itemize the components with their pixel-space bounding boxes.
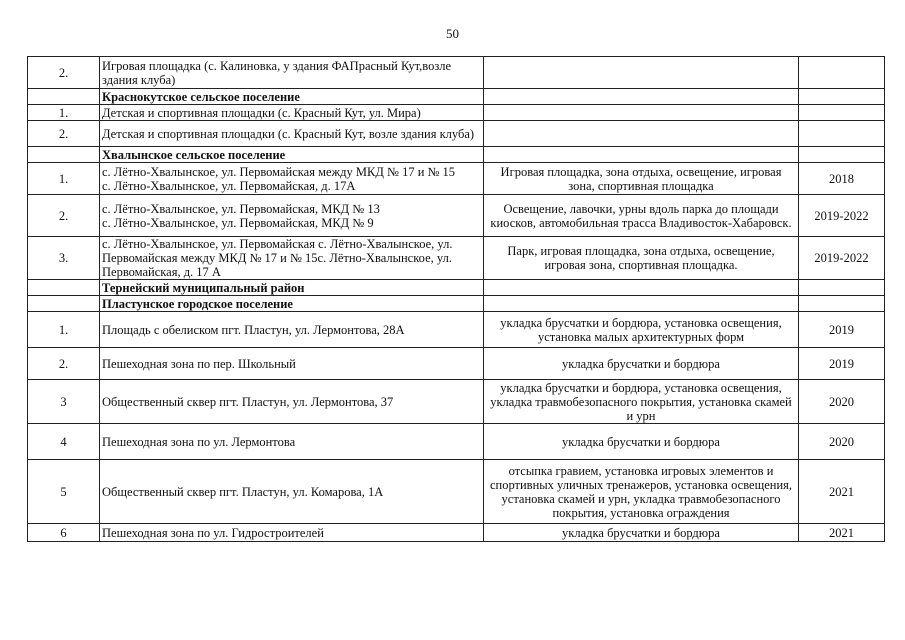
- year-cell: [799, 105, 885, 121]
- location-cell: Детская и спортивная площадки (с. Красный Кут, возле здания клуба): [100, 121, 484, 147]
- page-number: 50: [446, 26, 459, 41]
- works-cell: [484, 296, 799, 312]
- works-cell: укладка брусчатки и бордюра: [484, 524, 799, 542]
- row-number-cell: 2.: [28, 57, 100, 89]
- table-row: [28, 121, 885, 147]
- year-cell: 2019: [799, 312, 885, 348]
- year-cell: 2019-2022: [799, 195, 885, 237]
- year-cell: 2021: [799, 524, 885, 542]
- works-cell: [484, 57, 799, 89]
- table-row: [28, 163, 885, 195]
- location-cell: Пешеходная зона по пер. Школьный: [100, 348, 484, 380]
- location-cell: Тернейский муниципальный район: [100, 280, 484, 296]
- year-cell: 2018: [799, 163, 885, 195]
- row-number-cell: 6: [28, 524, 100, 542]
- location-cell: с. Лётно-Хвалынское, ул. Первомайская с. Лётно-Хвалынское, ул. Первомайская между МКД № 17 и № 15с. Лётно-Хвалынское, ул. Первомайская, д. 17 А: [100, 237, 484, 280]
- works-cell: отсыпка гравием, установка игровых элементов и спортивных уличных тренажеров, установка освещения, установка скамей и урн, укладка травмобезопасного покрытия, установка ограждения: [484, 460, 799, 524]
- year-cell: [799, 57, 885, 89]
- location-cell: Игровая площадка (с. Калиновка, у здания ФАПрасный Кут,возле здания клуба): [100, 57, 484, 89]
- year-cell: [799, 296, 885, 312]
- works-cell: Игровая площадка, зона отдыха, освещение, игровая зона, спортивная площадка: [484, 163, 799, 195]
- row-number-cell: 3: [28, 380, 100, 424]
- table-row: [28, 380, 885, 424]
- row-number-cell: 5: [28, 460, 100, 524]
- row-number-cell: 2.: [28, 195, 100, 237]
- works-cell: укладка брусчатки и бордюра, установка освещения, укладка травмобезопасного покрытия, установка скамей и урн: [484, 380, 799, 424]
- location-cell: Пластунское городское поселение: [100, 296, 484, 312]
- works-cell: укладка брусчатки и бордюра, установка освещения, установка малых архитектурных форм: [484, 312, 799, 348]
- row-number-cell: [28, 280, 100, 296]
- year-cell: 2019: [799, 348, 885, 380]
- year-cell: 2021: [799, 460, 885, 524]
- works-cell: Парк, игровая площадка, зона отдыха, освещение, игровая зона, спортивная площадка.: [484, 237, 799, 280]
- year-cell: 2020: [799, 380, 885, 424]
- works-cell: укладка брусчатки и бордюра: [484, 424, 799, 460]
- year-cell: [799, 121, 885, 147]
- row-number-cell: 4: [28, 424, 100, 460]
- row-number-cell: 1.: [28, 163, 100, 195]
- location-cell: Площадь с обелиском пгт. Пластун, ул. Лермонтова, 28А: [100, 312, 484, 348]
- row-number-cell: 1.: [28, 312, 100, 348]
- works-cell: [484, 105, 799, 121]
- year-cell: [799, 89, 885, 105]
- location-cell: Общественный сквер пгт. Пластун, ул. Лермонтова, 37: [100, 380, 484, 424]
- row-number-cell: 1.: [28, 105, 100, 121]
- row-number-cell: 3.: [28, 237, 100, 280]
- location-cell: с. Лётно-Хвалынское, ул. Первомайская между МКД № 17 и № 15 с. Лётно-Хвалынское, ул. Первомайская, д. 17А: [100, 163, 484, 195]
- location-cell: Краснокутское сельское поселение: [100, 89, 484, 105]
- year-cell: [799, 147, 885, 163]
- table-row: [28, 195, 885, 237]
- row-number-cell: 2.: [28, 121, 100, 147]
- year-cell: 2019-2022: [799, 237, 885, 280]
- table-row: [28, 237, 885, 280]
- row-number-cell: [28, 89, 100, 105]
- row-number-cell: 2.: [28, 348, 100, 380]
- section-row: [28, 280, 885, 296]
- section-row: [28, 296, 885, 312]
- year-cell: 2020: [799, 424, 885, 460]
- location-cell: с. Лётно-Хвалынское, ул. Первомайская, МКД № 13 с. Лётно-Хвалынское, ул. Первомайская, МКД № 9: [100, 195, 484, 237]
- row-number-cell: [28, 147, 100, 163]
- improvement-table: [27, 56, 885, 542]
- row-number-cell: [28, 296, 100, 312]
- works-cell: [484, 280, 799, 296]
- table-row: [28, 460, 885, 524]
- works-cell: [484, 121, 799, 147]
- year-cell: [799, 280, 885, 296]
- works-cell: [484, 89, 799, 105]
- works-cell: укладка брусчатки и бордюра: [484, 348, 799, 380]
- works-cell: Освещение, лавочки, урны вдоль парка до площади киосков, автомобильная трасса Владивосток-Хабаровск.: [484, 195, 799, 237]
- table-row: [28, 524, 885, 542]
- section-row: [28, 147, 885, 163]
- works-cell: [484, 147, 799, 163]
- table-row: [28, 57, 885, 89]
- table-row: [28, 424, 885, 460]
- table-row: [28, 105, 885, 121]
- location-cell: Пешеходная зона по ул. Лермонтова: [100, 424, 484, 460]
- table-row: [28, 312, 885, 348]
- table-row: [28, 348, 885, 380]
- location-cell: Общественный сквер пгт. Пластун, ул. Комарова, 1А: [100, 460, 484, 524]
- section-row: [28, 89, 885, 105]
- location-cell: Детская и спортивная площадки (с. Красный Кут, ул. Мира): [100, 105, 484, 121]
- location-cell: Пешеходная зона по ул. Гидростроителей: [100, 524, 484, 542]
- location-cell: Хвалынское сельское поселение: [100, 147, 484, 163]
